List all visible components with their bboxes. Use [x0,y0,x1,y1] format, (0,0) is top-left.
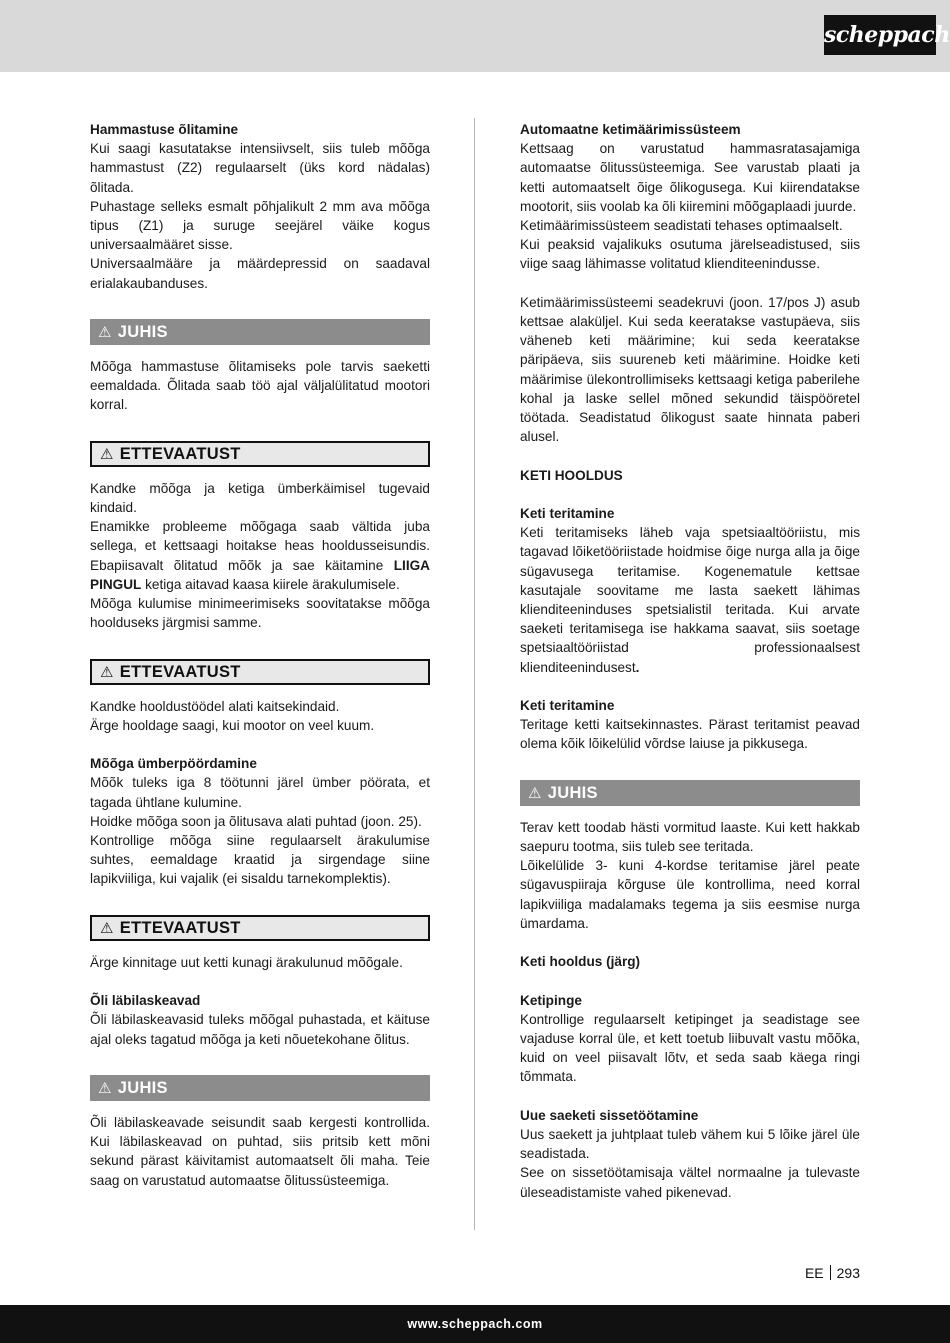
paragraph: Mõõk tuleks iga 8 töötunni järel ümber pöörata, et tagada ühtlane kulumine. [90,775,430,810]
paragraph: Puhastage selleks esmalt põhjalikult 2 mm ava mõõga tipus (Z1) ja suruge seejärel väike kogus universaalmääret sisse. [90,198,430,253]
paragraph: Mõõga kulumise minimeerimiseks soovitatakse mõõga hoolduseks järgmisi samme. [90,596,430,631]
note-box: ⚠ JUHIS [90,1075,430,1101]
warning-icon: ⚠ [98,1080,112,1098]
paragraph: Kui peaksid vajalikuks osutuma järelseadistused, siis viige saag lähimasse volitatud klienditeenindusse. [520,237,860,272]
paragraph: Mõõga hammastuse õlitamiseks pole tarvis saeketti eemaldada. Õlitada saab töö ajal väljalülitatud mootori korral. [90,359,430,413]
note-box: ⚠ JUHIS [90,319,430,345]
caution-box: ⚠ ETTEVAATUST [90,659,430,685]
warning-icon: ⚠ [100,919,114,937]
note-box: ⚠ JUHIS [520,780,860,806]
paragraph: Terav kett toodab hästi vormitud laaste. Kui kett hakkab saepuru tootma, siis tuleb see teritada. [520,819,860,855]
heading-ketipinge: Ketipinge [520,992,582,1008]
heading-keti-teritamine: Keti teritamine [520,506,615,522]
paragraph: Uus saekett ja juhtplaat tuleb vähem kui 5 lõike järel üle seadistada. [520,1127,860,1162]
heading-automaatne-ketimaarimissusteem: Automaatne ketimäärimissüsteem [520,122,741,137]
paragraph: Lõikelülide 3- kuni 4-kordse teritamise järel peate sügavuspiiraja kõrguse üle kontrollima, need korral lapikviiliga madalamaks tegema ja siis eesmise nurga ümardama. [520,858,860,931]
paragraph: Kui saagi kasutatakse intensiivselt, siis tuleb mõõga hammastust (Z2) regulaarselt (üks kord nädalas) õlitada. [90,141,430,195]
heading-oli-labilaskeavad: Õli läbilaskeavad [90,993,201,1009]
paragraph: Ärge hooldage saagi, kui mootor on veel kuum. [90,717,375,733]
warning-icon: ⚠ [528,784,542,802]
paragraph: Universaalmääre ja määrdepressid on saadaval erialakaubanduses. [90,256,430,291]
heading-mooga-umberpoordamine: Mõõga ümberpöördamine [90,756,257,772]
paragraph: Ketimäärimissüsteem seadistati tehases optimaalselt. [520,218,843,234]
language-code: EE [804,1265,824,1281]
heading-keti-teritamine-2: Keti teritamine [520,698,615,714]
paragraph: See on sissetöötamisaja vältel normaalne ja tulevaste üleseadistamiste vahed pikenevad. [520,1165,860,1200]
paragraph: Enamikke probleeme mõõgaga saab vältida juba sellega, et kettsaagi hoitakse heas hooldusseisundis. Ebapiisavalt õlitatud mõõk ja sae käitamine LIIGA PINGUL ketiga aitavad kaasa kiirele ärakulumisele. [90,519,430,592]
paragraph: Ärge kinnitage uut ketti kunagi ärakulunud mõõgale. [90,954,403,970]
heading-keti-hooldus-jarg: Keti hooldus (järg) [520,954,641,970]
paragraph: Õli läbilaskeavasid tuleks mõõgal puhastada, et käituse ajal oleks tagatud mõõga ja keti nõuetekohane õlitus. [90,1012,430,1047]
website-link[interactable]: www.scheppach.com [407,1317,543,1331]
paragraph: Kandke hooldustöödel alati kaitsekindaid. [90,698,340,714]
warning-icon: ⚠ [98,324,112,342]
warning-icon: ⚠ [100,663,114,681]
paragraph: Kettsaag on varustatud hammasratasajamiga automaatse õlitussüsteemiga. See varustab plaati ja ketti automaatselt õige õlikogusega. Kui kiirendatakse mootorit, siis voolab ka õli kiiremini mõõgaplaadi juurde. [520,141,860,214]
brand-logo[interactable]: scheppach [824,15,936,55]
page-number [805,1265,860,1281]
left-column [90,120,430,1190]
caution-box: ⚠ ETTEVAATUST [90,441,430,467]
paragraph: Kandke mõõga ja ketiga ümberkäimisel tugevaid kindaid. [90,480,430,516]
heading-keti-hooldus: KETI HOOLDUS [520,467,623,483]
paragraph: Hoidke mõõga soon ja õlitusava alati puhtad (joon. 25). [90,813,422,829]
warning-icon: ⚠ [100,445,114,463]
paragraph: Kontrollige mõõga siine regulaarselt ärakulumise suhtes, eemaldage kraatid ja sirgendage siine lapikviiliga, kui vajalik (ei sisaldu tarnekomplektis). [90,833,430,887]
heading-uue-saeketi-sissetootamine: Uue saeketi sissetöötamine [520,1107,699,1123]
paragraph: Teritage ketti kaitsekinnastes. Pärast teritamist peavad olema kõik lõikelülid võrdse laiuse ja pikkusega. [520,717,860,752]
caution-box: ⚠ ETTEVAATUST [90,915,430,941]
paragraph: Kontrollige regulaarselt ketipinget ja seadistage see vajaduse korral üle, et kett toetub liibuvalt vastu mõõka, kuid on veel piisavalt lõtv, et seda saab käega ringi tõmmata. [520,1011,860,1085]
separator [830,1265,831,1280]
paragraph: Õli läbilaskeavade seisundit saab kergesti kontrollida. Kui läbilaskeavad on puhtad, siis pritsib kett mõni sekund pärast käivitamist automaatselt õli maha. Teie saag on varustatud automaatse õlitussüsteemiga. [90,1115,430,1188]
footer-bar [0,1305,950,1343]
paragraph: Ketimäärimissüsteemi seadekruvi (joon. 17/pos J) asub kettsae alaküljel. Kui seda keeratakse vastupäeva, siis väheneb keti määrimine; kui seda keeratakse päripäeva, siis suureneb keti määrimine. Hoidke keti määrimise ülekontrollimiseks kettsaagi ketiga paberilehe kohal ja laske sellel mõned sekundid täispööretel töötada. Seadistatud õlikogust saate hinnata paberi alusel. [520,294,860,445]
right-column [520,120,860,1202]
paragraph: Keti teritamiseks läheb vaja spetsiaaltööriistu, mis tagavad lõiketööriistade hoidmise õige nurga alla ja õige sügavusega teritamise. Kogenematule kettsae kasutajale soovitame me lasta saekett lähimas klienditeeninduses spetsialistil teritada. Kui arvate saeketi teritamisega ise hakkama saavat, siis soetage spetsiaaltööriistad professionaalsest klienditeenindusest. [520,525,860,675]
header-bar [0,0,950,72]
page-number-value: 293 [836,1265,860,1281]
column-divider [474,118,475,1230]
heading-hammastuse-olitamine: Hammastuse õlitamine [90,122,239,137]
